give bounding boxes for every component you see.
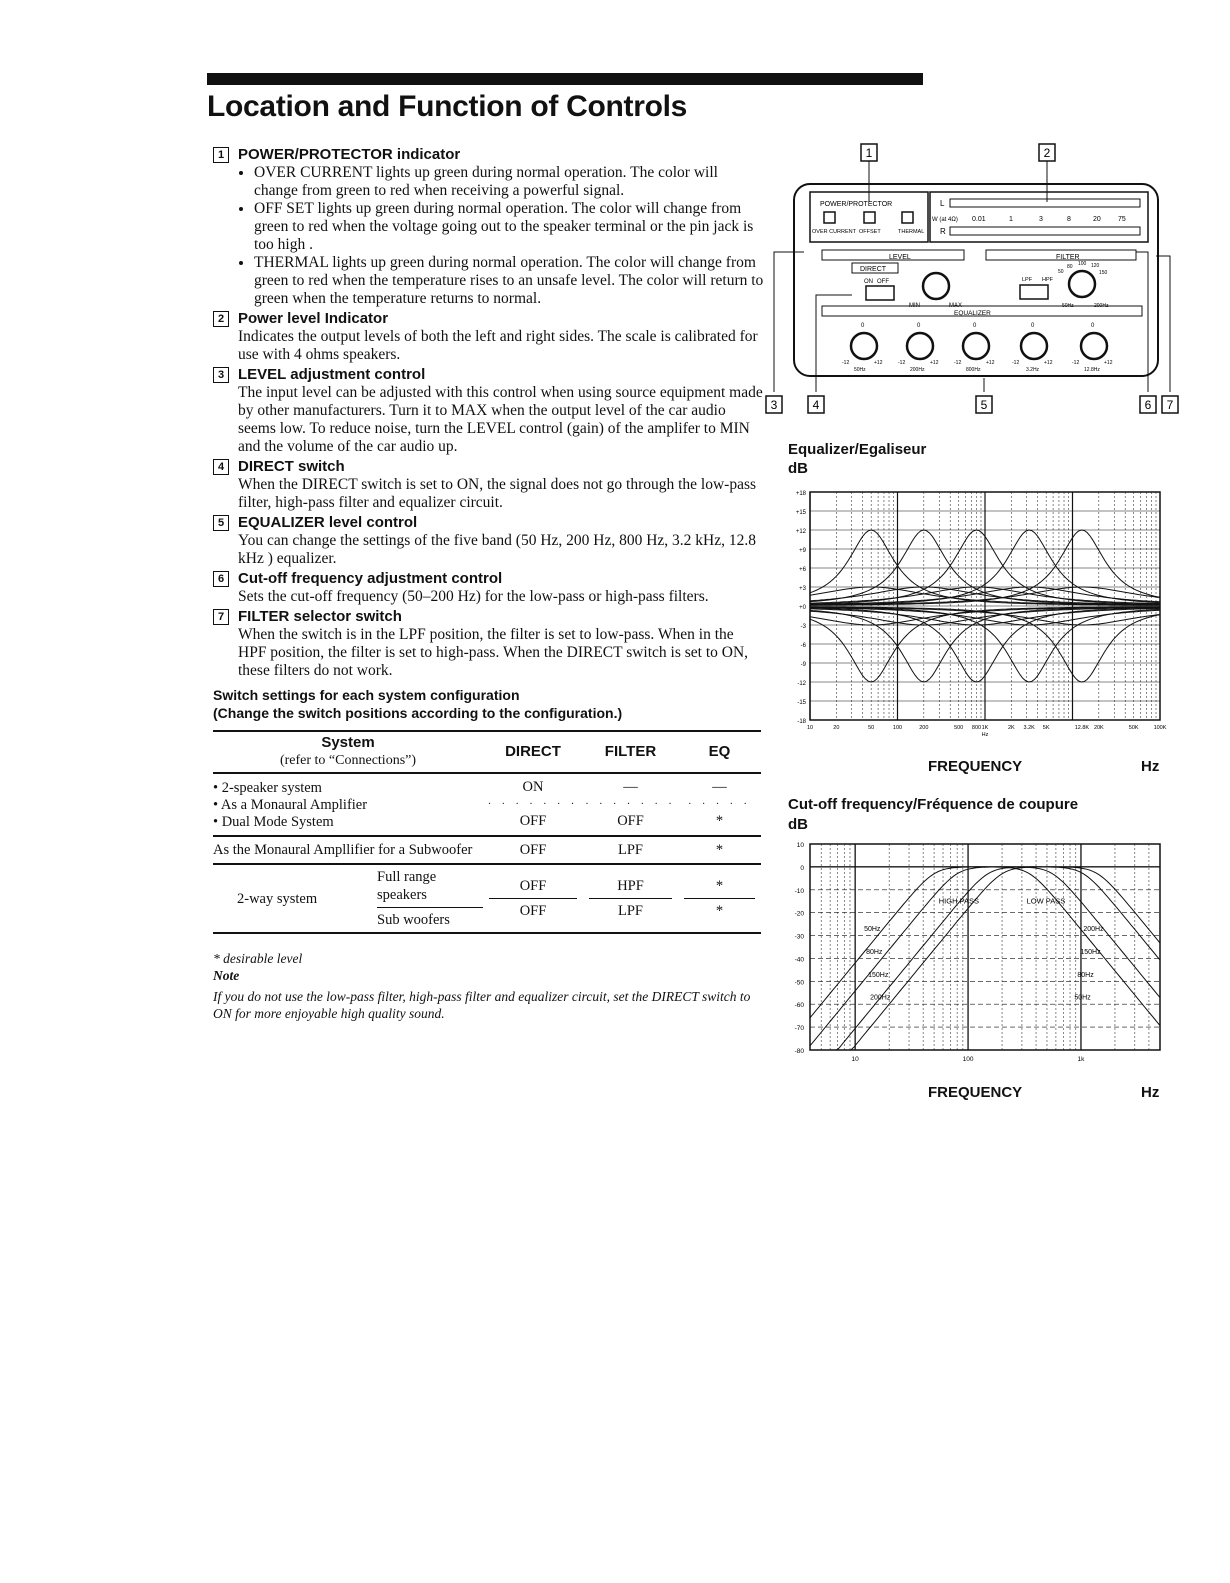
eq-plus: +12	[1104, 360, 1113, 366]
svg-text:4: 4	[812, 398, 820, 412]
filter-range: 50Hz	[1062, 303, 1074, 309]
system-item: • As a Monaural Amplifier	[213, 797, 368, 813]
section-heading: Power level Indicator	[238, 310, 389, 327]
filter-freq: 80	[1067, 264, 1073, 270]
title-rule	[207, 73, 923, 85]
eq-zero: 0	[917, 323, 921, 329]
lowpass-freq-label: 200Hz	[1083, 925, 1104, 933]
cut-chart-ylabel: dB	[788, 816, 808, 833]
highpass-freq-label: 50Hz	[864, 925, 881, 933]
eq-knobs	[842, 323, 1113, 373]
cell-value: *	[715, 903, 724, 919]
section-heading: FILTER selector switch	[238, 608, 402, 625]
eq-xtick: 50	[868, 725, 875, 731]
meter-tick: 20	[1093, 216, 1101, 223]
cell-value: OFF	[519, 842, 547, 858]
callout-5	[976, 396, 992, 413]
table-header-row	[213, 731, 761, 773]
switch-heading: Switch settings for each system configuration	[213, 687, 520, 703]
direct-switch[interactable]	[866, 286, 894, 300]
section-text: Sets the cut-off frequency (50–200 Hz) for the low-pass or high-pass filters.	[238, 588, 709, 605]
svg-text:6: 6	[1144, 398, 1152, 412]
section-7	[213, 608, 765, 680]
section-heading: LEVEL adjustment control	[238, 366, 426, 383]
cell-value: HPF	[589, 874, 672, 899]
cut-ytick: -60	[794, 1002, 804, 1010]
callout-number: 7	[213, 609, 229, 625]
eq-cell	[678, 773, 761, 836]
filter-freq: 50	[1058, 269, 1064, 275]
eq-chart-title: Equalizer/Egaliseur	[788, 441, 927, 458]
power-protector-label: POWER/PROTECTOR	[820, 201, 893, 208]
eq-xtick: 20	[833, 725, 840, 731]
cell-value: OFF	[489, 874, 577, 899]
eq-ytick: -18	[797, 719, 806, 725]
switch-settings-table	[213, 730, 761, 936]
highpass-freq-label: 200Hz	[870, 994, 891, 1002]
eq-xunit: Hz	[981, 732, 989, 738]
panel-outline	[794, 184, 1158, 376]
cut-chart-title: Cut-off frequency/Fréquence de coupure	[788, 796, 1079, 813]
eq-plus: +12	[986, 360, 995, 366]
cell-value: OFF	[519, 813, 547, 829]
header-eq: EQ	[708, 743, 731, 760]
callout-2	[1039, 144, 1055, 202]
equalizer-label: EQUALIZER	[954, 310, 991, 317]
eq-zero: 0	[1031, 323, 1035, 329]
system-label: As the Monaural Ampllifier for a Subwoofer	[213, 842, 473, 858]
lowpass-freq-label: 80Hz	[1077, 971, 1094, 979]
eq-plus: +12	[1044, 360, 1053, 366]
eq-xtick: 12.8K	[1074, 725, 1090, 731]
table-bottom-rule	[213, 933, 761, 936]
direct-label: DIRECT	[860, 266, 887, 273]
eq-xtick: 100	[892, 725, 903, 731]
lowpass-curve	[810, 867, 1160, 960]
section-2	[213, 310, 765, 364]
eq-xtick: 500	[954, 725, 964, 731]
eq-ytick: +18	[795, 491, 806, 497]
eq-ytick: +15	[795, 510, 806, 516]
page-title: Location and Function of Controls	[207, 90, 688, 123]
eq-ytick: +12	[795, 529, 806, 535]
section-4	[213, 458, 765, 512]
lowpass-freq-label: 150Hz	[1080, 948, 1101, 956]
eq-ytick: +3	[799, 586, 806, 592]
meter-tick: 0.01	[972, 216, 986, 223]
callout-3	[766, 396, 782, 413]
eq-band: 12.8Hz	[1084, 367, 1100, 373]
callout-number: 2	[213, 311, 229, 327]
eq-minus: -12	[1012, 360, 1020, 366]
callout-6	[1140, 396, 1156, 413]
level-max: MAX	[949, 303, 963, 309]
eq-xtick: 5K	[1042, 725, 1050, 731]
system-sub-label: Full range speakers	[377, 865, 483, 908]
system-group-2way	[213, 864, 483, 933]
footnote: * desirable level	[213, 951, 303, 966]
meter-tick: 3	[1039, 216, 1043, 223]
lowpass-label: LOW PASS	[1026, 896, 1066, 906]
section-heading: EQUALIZER level control	[238, 514, 418, 531]
eq-xtick: 50K	[1128, 725, 1139, 731]
header-filter: FILTER	[604, 743, 657, 760]
meter-l-label: L	[940, 199, 945, 208]
eq-plus: +12	[930, 360, 939, 366]
filter-range: 200Hz	[1094, 303, 1109, 309]
callout-number: 6	[213, 571, 229, 587]
cut-xtick: 10	[851, 1056, 859, 1063]
eq-band: 200Hz	[910, 367, 925, 373]
section-6	[213, 570, 765, 606]
note-text: If you do not use the low-pass filter, high-pass filter and equalizer circuit, set the DIRECT switch to ON for more enjoyable high quality sound.	[213, 989, 751, 1021]
filter-cell	[583, 773, 678, 836]
level-label: LEVEL	[889, 254, 911, 261]
equalizer-chart	[780, 484, 1180, 744]
filter-freq: 150	[1099, 270, 1108, 276]
eq-xtick: 10	[806, 725, 814, 731]
cut-chart-unit: Hz	[1141, 1084, 1160, 1101]
cut-chart-xlabel: FREQUENCY	[928, 1084, 1023, 1101]
dotted-separator: · · · · · · ·	[585, 799, 676, 810]
dotted-separator: · · · · · · ·	[487, 799, 579, 810]
lowpass-curve	[810, 867, 1160, 1026]
meter-tick: 8	[1067, 216, 1071, 223]
eq-band: 3.2Hz	[1026, 367, 1040, 373]
eq-chart-ylabel: dB	[788, 460, 808, 477]
eq-ytick: +6	[799, 567, 806, 573]
eq-ytick: -15	[797, 700, 806, 706]
header-sublabel: (refer to “Connections”)	[279, 753, 417, 768]
filter-switch[interactable]	[1020, 285, 1048, 299]
direct-cell	[483, 773, 583, 836]
callout-number: 1	[213, 147, 229, 163]
led-thermal	[902, 212, 913, 223]
cell-value: *	[684, 874, 755, 899]
callout-number: 3	[213, 367, 229, 383]
cell-value: *	[715, 813, 724, 829]
switch-subheading: (Change the switch positions according to the configuration.)	[213, 705, 623, 721]
svg-text:5: 5	[980, 398, 988, 412]
section-3	[213, 366, 765, 456]
highpass-label: HIGH PASS	[938, 896, 980, 906]
cut-ytick: 10	[796, 842, 804, 849]
eq-band: 50Hz	[854, 367, 866, 373]
header-label: System	[321, 734, 375, 751]
cut-ytick: -80	[794, 1048, 804, 1055]
callout-number: 5	[213, 515, 229, 531]
eq-chart-xlabel: FREQUENCY	[928, 758, 1023, 775]
highpass-freq-label: 80Hz	[866, 948, 883, 956]
table-row	[213, 773, 761, 836]
cell-value: LPF	[618, 903, 643, 919]
level-knob[interactable]	[923, 273, 949, 299]
cell-value: —	[623, 779, 638, 795]
dotted-separator: · · · · ·	[688, 799, 751, 810]
callout-number: 4	[213, 459, 229, 475]
controls-description	[213, 146, 765, 1022]
cut-ytick: -20	[794, 910, 804, 918]
section-5	[213, 514, 765, 568]
eq-zero: 0	[973, 323, 977, 329]
lowpass-freq-label: 50Hz	[1074, 994, 1091, 1002]
highpass-freq-label: 150Hz	[868, 971, 889, 979]
eq-knob-50hz[interactable]	[851, 333, 877, 359]
cell-value: —	[712, 779, 727, 795]
header-direct: DIRECT	[505, 743, 561, 760]
system-item: • Dual Mode System	[213, 814, 334, 830]
eq-xtick: 3.2K	[1023, 725, 1035, 731]
filter-lpf: LPF	[1022, 277, 1033, 283]
section-text: You can change the settings of the five band (50 Hz, 200 Hz, 800 Hz, 3.2 kHz, 12.8 kHz ) equalizer.	[238, 532, 756, 567]
table-row	[213, 864, 761, 933]
filter-cell	[583, 864, 678, 933]
bullet-list	[238, 164, 765, 308]
filter-label: FILTER	[1056, 254, 1080, 261]
eq-knob-12-8khz[interactable]	[1081, 333, 1107, 359]
led-label: OVER CURRENT	[812, 229, 857, 235]
led-label: THERMAL	[898, 229, 925, 235]
lowpass-curve	[810, 867, 1160, 943]
system-item: • 2-speaker system	[213, 780, 322, 796]
section-text: When the switch is in the LPF position, the filter is set to low-pass. When in the HPF position, the filter is set to high-pass. When the DIRECT switch is set to ON, these filters do not work.	[238, 626, 749, 679]
led-over-current	[824, 212, 835, 223]
callout-7	[1162, 396, 1178, 413]
bullet-item: • THERMAL lights up green during normal operation. The color will change from green to red when the temperature rises to an unsafe level. The color will return to green when the temperature returns to normal.	[254, 254, 765, 308]
eq-knob-3-2khz[interactable]	[1021, 333, 1047, 359]
eq-xtick: 100K	[1153, 725, 1167, 731]
filter-hpf: HPF	[1042, 277, 1053, 283]
meter-tick: 75	[1118, 216, 1126, 223]
eq-knob-800hz[interactable]	[963, 333, 989, 359]
cutoff-knob[interactable]	[1069, 271, 1095, 297]
system-group-1	[213, 773, 483, 836]
eq-ytick: -6	[800, 643, 806, 649]
cut-ytick: -40	[794, 956, 804, 964]
eq-xtick: 200	[919, 725, 929, 731]
direct-cell	[483, 864, 583, 933]
eq-ytick: -12	[797, 681, 806, 687]
cut-ytick: -70	[794, 1025, 804, 1033]
section-heading: POWER/PROTECTOR indicator	[238, 146, 461, 163]
eq-minus: -12	[1072, 360, 1080, 366]
bullet-item: • OVER CURRENT lights up green during normal operation. The color will change from green to red when receiving a powerful signal.	[254, 164, 765, 200]
eq-minus: -12	[954, 360, 962, 366]
svg-text:3: 3	[770, 398, 778, 412]
section-text: Indicates the output levels of both the left and right sides. The scale is calibrated for use with 4 ohms speakers.	[238, 328, 758, 363]
cell-value: *	[715, 842, 724, 858]
eq-minus: -12	[898, 360, 906, 366]
eq-ytick: -9	[800, 662, 806, 668]
eq-ytick: +0	[799, 605, 806, 611]
eq-plus: +12	[874, 360, 883, 366]
eq-chart-unit: Hz	[1141, 758, 1160, 775]
cell-value: OFF	[617, 813, 644, 829]
lowpass-curve	[810, 867, 1160, 998]
bullet-item: • OFF SET lights up green during normal operation. The color will change from green to red when the voltage going out to the speaker terminal or the pin jack is too high .	[254, 200, 765, 254]
cutoff-chart	[780, 836, 1180, 1076]
eq-zero: 0	[1091, 323, 1095, 329]
cell-value: OFF	[519, 903, 547, 919]
switch-settings-heading	[213, 686, 765, 722]
filter-freq: 100	[1078, 261, 1087, 267]
eq-band: 800Hz	[966, 367, 981, 373]
eq-xtick: 1K	[981, 725, 989, 731]
filter-freq: 120	[1091, 263, 1100, 269]
level-min: MIN	[909, 303, 920, 309]
svg-text:1: 1	[865, 146, 873, 160]
cut-ytick: -10	[794, 887, 804, 895]
meter-tick: 1	[1009, 216, 1013, 223]
eq-xtick: 2K	[1007, 725, 1015, 731]
system-group-label: 2-way system	[237, 890, 318, 907]
meter-unit: W (at 4Ω)	[932, 217, 958, 223]
table-row	[213, 836, 761, 864]
svg-text:2: 2	[1043, 146, 1051, 160]
cell-value: ON	[522, 779, 544, 795]
cut-ytick: -50	[794, 979, 804, 987]
cut-ytick: -30	[794, 933, 804, 941]
direct-off: OFF	[877, 279, 889, 285]
note-heading: Note	[213, 968, 240, 983]
direct-on: ON	[864, 279, 873, 285]
amplifier-panel-diagram	[764, 140, 1194, 425]
callout-1	[861, 144, 877, 202]
eq-knob-200hz[interactable]	[907, 333, 933, 359]
system-sub-label: Sub woofers	[377, 912, 450, 928]
section-text: When the DIRECT switch is set to ON, the signal does not go through the low-pass filter, high-pass filter and equalizer circuit.	[238, 476, 757, 511]
cut-ytick: 0	[800, 864, 804, 872]
led-label: OFFSET	[859, 229, 881, 235]
eq-xtick: 20K	[1093, 725, 1104, 731]
svg-text:7: 7	[1166, 398, 1174, 412]
section-heading: DIRECT switch	[238, 458, 345, 475]
eq-minus: -12	[842, 360, 850, 366]
cut-xtick: 1k	[1077, 1056, 1085, 1063]
eq-ytick: -3	[800, 624, 806, 630]
cut-xtick: 100	[962, 1056, 974, 1063]
callout-4	[808, 396, 824, 413]
eq-ytick: +9	[799, 548, 806, 554]
section-1	[213, 146, 765, 308]
led-offset	[864, 212, 875, 223]
header-system	[213, 731, 483, 773]
section-heading: Cut-off frequency adjustment control	[238, 570, 503, 587]
eq-cell	[678, 864, 761, 933]
eq-xtick: 800	[971, 725, 982, 731]
meter-r-label: R	[940, 227, 946, 236]
eq-zero: 0	[861, 323, 865, 329]
cell-value: LPF	[618, 842, 643, 858]
section-text: The input level can be adjusted with this control when using source equipment made by other manufacturers. Turn it to MAX when the output level of the car audio seems low. To reduce noise, turn the LEVEL control (gain) of the amplifer to MIN and the volume of the car audio up.	[238, 384, 763, 455]
